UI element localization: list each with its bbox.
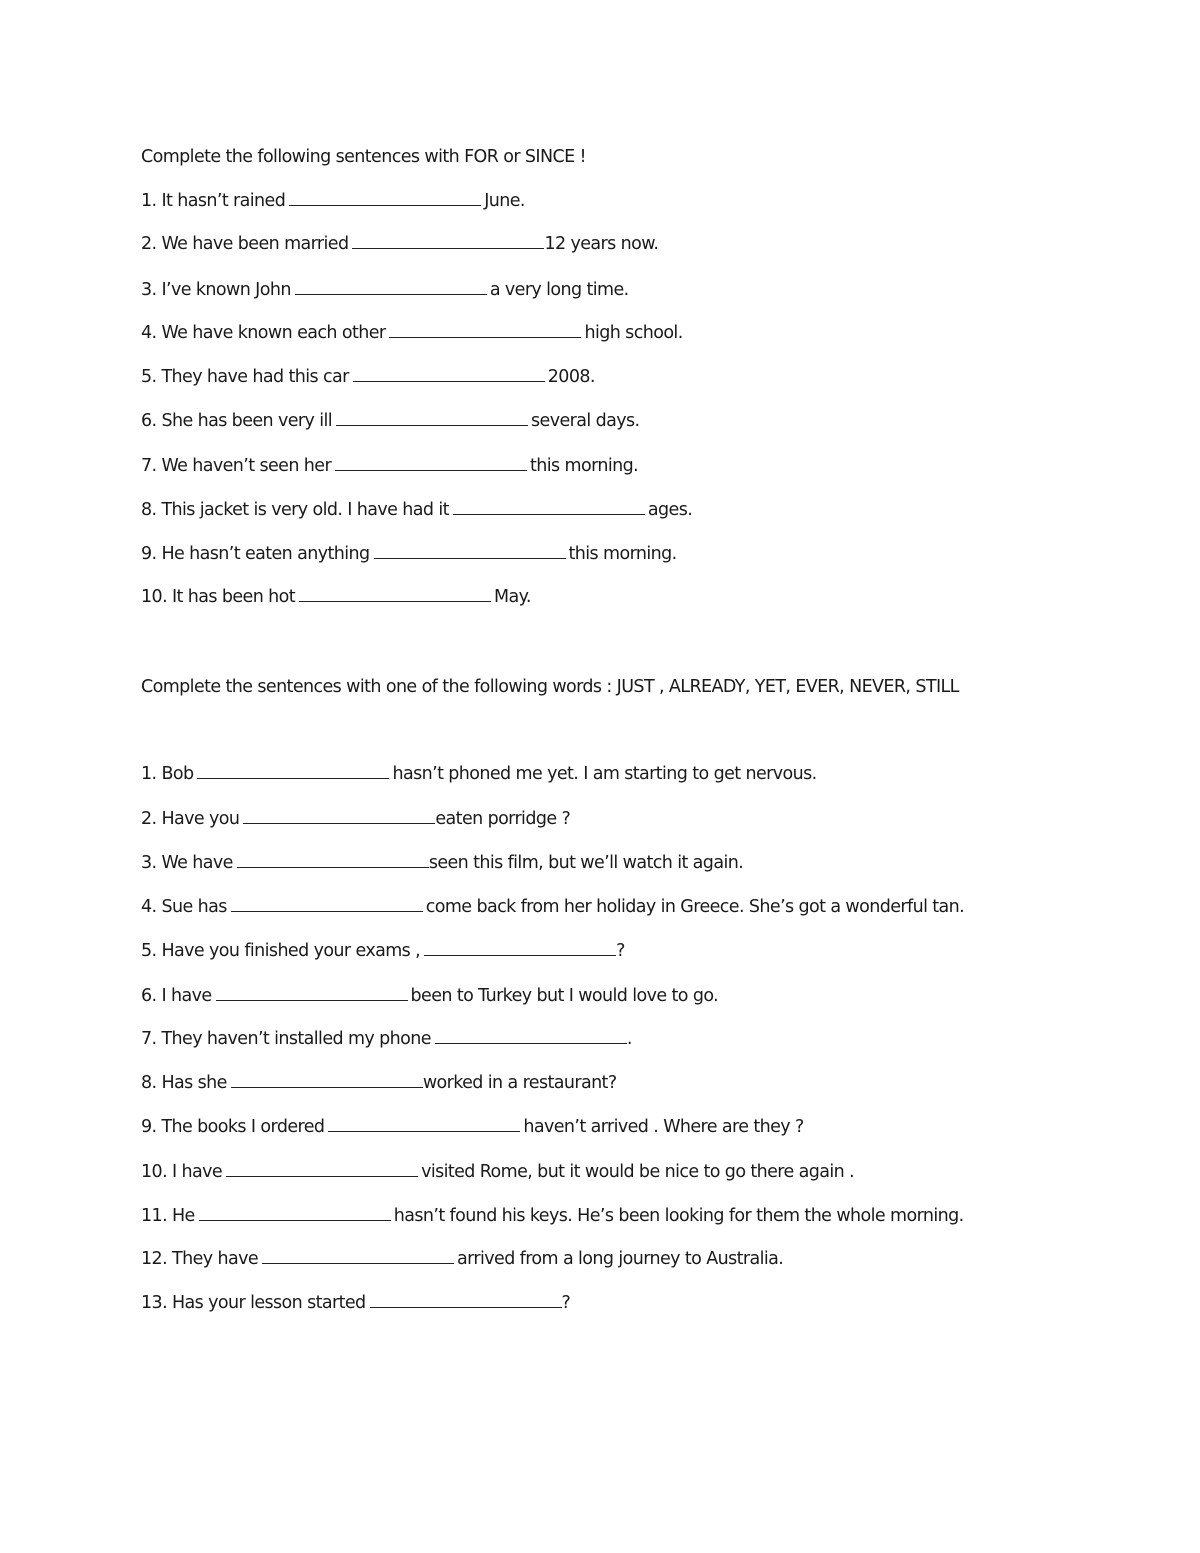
item-text-before: 1. It hasn’t rained xyxy=(141,191,286,211)
item-text-before: 11. He xyxy=(141,1206,195,1226)
section1-item-5 xyxy=(141,366,595,388)
item-text-after: May. xyxy=(494,587,531,607)
item-text-before: 3. We have xyxy=(141,853,233,873)
item-text-before: 13. Has your lesson started xyxy=(141,1293,366,1313)
item-text-before: 3. I’ve known John xyxy=(141,280,291,300)
item-text-after: hasn’t found his keys. He’s been looking for them the whole morning. xyxy=(393,1206,964,1226)
section2-item-5 xyxy=(141,940,625,962)
section2-item-3 xyxy=(141,852,743,874)
answer-blank[interactable] xyxy=(374,543,566,559)
item-text-after: worked in a restaurant? xyxy=(422,1073,617,1093)
section2-item-8 xyxy=(141,1072,617,1094)
section2-item-6 xyxy=(141,985,718,1007)
answer-blank[interactable] xyxy=(335,455,527,471)
section2-item-12 xyxy=(141,1248,783,1270)
item-text-after: haven’t arrived . Where are they ? xyxy=(523,1117,804,1137)
item-text-after: 12 years now. xyxy=(544,234,659,254)
item-text-before: 4. We have known each other xyxy=(141,323,386,343)
item-text-after: high school. xyxy=(584,323,683,343)
section1-instruction: Complete the following sentences with FOR or SINCE ! xyxy=(141,147,586,167)
section2-item-13 xyxy=(141,1292,570,1314)
item-text-after: seen this film, but we’ll watch it again. xyxy=(428,853,744,873)
section2-item-4 xyxy=(141,896,964,918)
section1-item-3 xyxy=(141,279,629,301)
item-text-before: 8. This jacket is very old. I have had it xyxy=(141,500,449,520)
answer-blank[interactable] xyxy=(435,1028,627,1044)
answer-blank[interactable] xyxy=(352,233,544,249)
answer-blank[interactable] xyxy=(353,366,545,382)
item-text-after: arrived from a long journey to Australia. xyxy=(457,1249,784,1269)
item-text-before: 1. Bob xyxy=(141,764,194,784)
item-text-after: visited Rome, but it would be nice to go there again . xyxy=(421,1162,855,1182)
item-text-before: 9. He hasn’t eaten anything xyxy=(141,544,370,564)
item-text-before: 6. I have xyxy=(141,986,212,1006)
section1-item-4 xyxy=(141,322,683,344)
section1-item-2 xyxy=(141,233,658,255)
item-text-before: 5. They have had this car xyxy=(141,367,349,387)
answer-blank[interactable] xyxy=(289,190,481,206)
section2-item-11 xyxy=(141,1205,964,1227)
item-text-after: been to Turkey but I would love to go. xyxy=(410,986,719,1006)
answer-blank[interactable] xyxy=(299,586,491,602)
answer-blank[interactable] xyxy=(216,985,408,1001)
answer-blank[interactable] xyxy=(336,410,528,426)
item-text-before: 6. She has been very ill xyxy=(141,411,333,431)
item-text-before: 7. They haven’t installed my phone xyxy=(141,1029,431,1049)
section2-item-9 xyxy=(141,1116,804,1138)
section2-item-2 xyxy=(141,808,570,830)
item-text-after: a very long time. xyxy=(489,280,629,300)
item-text-after: several days. xyxy=(531,411,640,431)
answer-blank[interactable] xyxy=(328,1116,520,1132)
item-text-before: 10. It has been hot xyxy=(141,587,296,607)
answer-blank[interactable] xyxy=(231,896,423,912)
item-text-after: this morning. xyxy=(530,456,639,476)
item-text-before: 7. We haven’t seen her xyxy=(141,456,332,476)
answer-blank[interactable] xyxy=(237,852,429,868)
answer-blank[interactable] xyxy=(424,940,616,956)
answer-blank[interactable] xyxy=(243,808,435,824)
item-text-before: 2. Have you xyxy=(141,809,240,829)
answer-blank[interactable] xyxy=(389,322,581,338)
item-text-after: . xyxy=(626,1029,632,1049)
item-text-after: hasn’t phoned me yet. I am starting to get nervous. xyxy=(392,764,817,784)
item-text-before: 12. They have xyxy=(141,1249,258,1269)
section1-item-7 xyxy=(141,455,638,477)
answer-blank[interactable] xyxy=(199,1205,391,1221)
item-text-after: ? xyxy=(561,1293,571,1313)
answer-blank[interactable] xyxy=(453,499,645,515)
section2-item-10 xyxy=(141,1161,854,1183)
answer-blank[interactable] xyxy=(231,1072,423,1088)
item-text-before: 2. We have been married xyxy=(141,234,349,254)
answer-blank[interactable] xyxy=(197,763,389,779)
item-text-after: ages. xyxy=(647,500,693,520)
section1-item-6 xyxy=(141,410,639,432)
answer-blank[interactable] xyxy=(295,279,487,295)
section1-item-10 xyxy=(141,586,531,608)
item-text-after: come back from her holiday in Greece. She’s got a wonderful tan. xyxy=(425,897,965,917)
item-text-after: eaten porridge ? xyxy=(435,809,571,829)
item-text-before: 4. Sue has xyxy=(141,897,227,917)
item-text-before: 8. Has she xyxy=(141,1073,227,1093)
item-text-after: 2008. xyxy=(547,367,595,387)
answer-blank[interactable] xyxy=(370,1292,562,1308)
section2-item-7 xyxy=(141,1028,632,1050)
section2-item-1 xyxy=(141,763,817,785)
section2-instruction: Complete the sentences with one of the following words : JUST , ALREADY, YET, EVER, NEVER, STILL xyxy=(141,677,959,697)
item-text-after: ? xyxy=(616,941,625,961)
item-text-after: June. xyxy=(484,191,525,211)
item-text-after: this morning. xyxy=(568,544,677,564)
item-text-before: 10. I have xyxy=(141,1162,223,1182)
answer-blank[interactable] xyxy=(226,1161,418,1177)
item-text-before: 9. The books I ordered xyxy=(141,1117,325,1137)
item-text-before: 5. Have you finished your exams , xyxy=(141,941,421,961)
section1-item-8 xyxy=(141,499,692,521)
section1-item-9 xyxy=(141,543,677,565)
section1-item-1 xyxy=(141,190,525,212)
answer-blank[interactable] xyxy=(262,1248,454,1264)
